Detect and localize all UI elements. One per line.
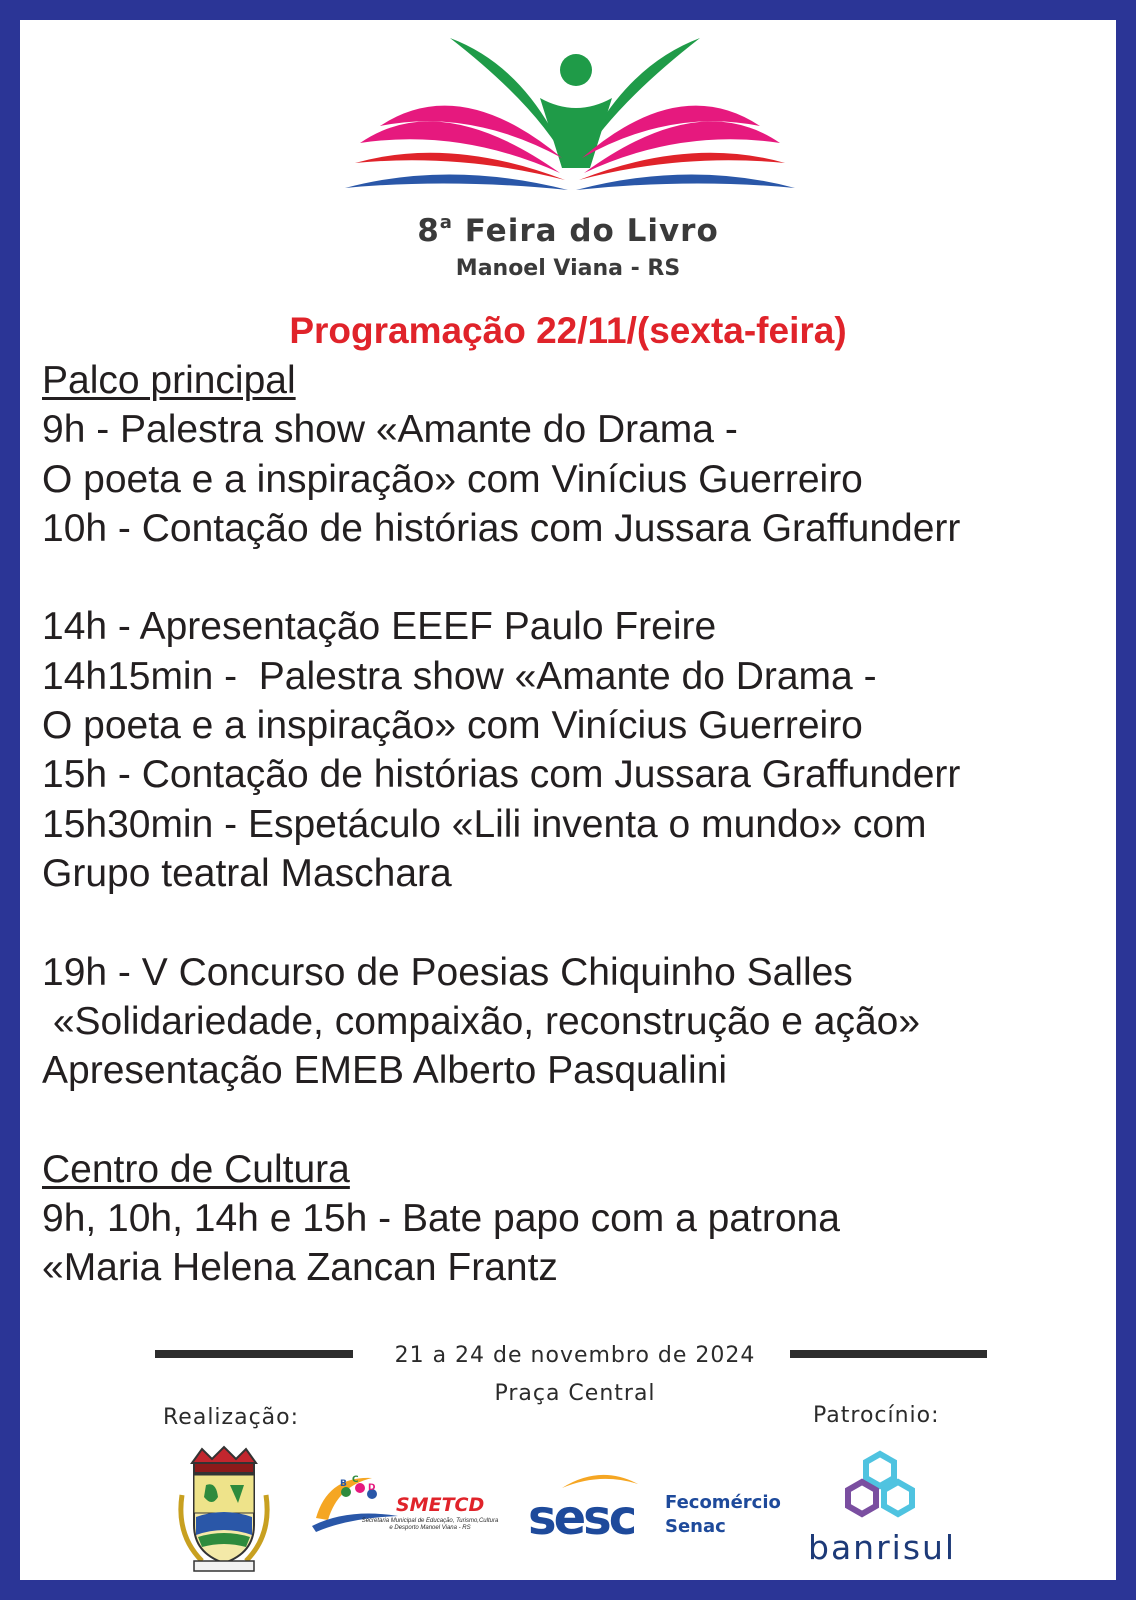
sesc-swoosh [560, 1470, 640, 1490]
programme-line: O poeta e a inspiração» com Vinícius Guerreiro [42, 457, 863, 501]
programme-line: Apresentação EMEB Alberto Pasqualini [42, 1049, 728, 1093]
programme-line: 10h - Contação de histórias com Jussara Graffunderr [42, 506, 961, 550]
programme-line: 9h - Palestra show «Amante do Drama - [42, 408, 738, 452]
programme-line [42, 1095, 1117, 1144]
programme-line: 19h - V Concurso de Poesias Chiquinho Salles [42, 950, 853, 994]
fair-city: Manoel Viana - RS [455, 256, 681, 281]
programme-line: «Solidariedade, compaixão, reconstrução e ação» [42, 999, 921, 1043]
section-heading-label: Centro de Cultura [42, 1147, 350, 1191]
programme-line [42, 553, 1117, 602]
divider-left [155, 1350, 353, 1358]
fecomercio-text: Fecomércio [665, 1492, 781, 1513]
open-book-figure-icon [340, 28, 800, 198]
patrocinio-label: Patrocínio: [813, 1403, 940, 1428]
programme-line: Grupo teatral Maschara [42, 851, 452, 895]
programme-line: «Maria Helena Zancan Frantz [42, 1246, 558, 1290]
smetcd-title: SMETCD [396, 1494, 485, 1516]
programme-line: 9h, 10h, 14h e 15h - Bate papo com a patrona [42, 1197, 840, 1241]
programme-line: 14h15min - Palestra show «Amante do Drama - [42, 654, 877, 698]
senac-text: Senac [665, 1516, 726, 1537]
programme-heading: Programação 22/11/(sexta-feira) [289, 310, 847, 351]
svg-text:B: B [340, 1479, 347, 1489]
book-fair-logo [340, 28, 800, 198]
banrisul-text: banrisul [808, 1528, 957, 1567]
section-heading [42, 1145, 1117, 1194]
event-dates: 21 a 24 de novembro de 2024 [394, 1343, 756, 1368]
banrisul-logo [840, 1450, 920, 1522]
municipal-coat-of-arms [172, 1445, 277, 1575]
programme-line: O poeta e a inspiração» com Vinícius Guerreiro [42, 704, 863, 748]
section-heading-label: Palco principal [42, 359, 296, 402]
programme-line: 14h - Apresentação EEEF Paulo Freire [42, 605, 717, 649]
fair-title: 8$^a$ Feira do Livro [417, 212, 719, 249]
event-place: Praça Central [494, 1381, 656, 1406]
programme-line [42, 898, 1117, 947]
programme-list [42, 356, 1117, 1293]
sesc-arc-icon [560, 1470, 640, 1490]
programme-line: 15h - Contação de histórias com Jussara Graffunderr [42, 753, 961, 797]
section-heading [42, 356, 1117, 405]
divider-right [790, 1350, 987, 1358]
svg-text:D: D [368, 1483, 376, 1493]
realizacao-label: Realização: [163, 1405, 300, 1430]
svg-text:C: C [352, 1475, 359, 1485]
programme-line: 15h30min - Espetáculo «Lili inventa o mundo» com [42, 802, 927, 846]
banrisul-hexagons-icon [840, 1450, 920, 1522]
coat-of-arms-icon [172, 1445, 277, 1575]
smetcd-subtitle: Secretaria Municipal de Educação, Turismo,Cultura e Desporto Manoel Viana - RS [361, 1518, 499, 1531]
sesc-logo-text: sesc [528, 1490, 635, 1546]
